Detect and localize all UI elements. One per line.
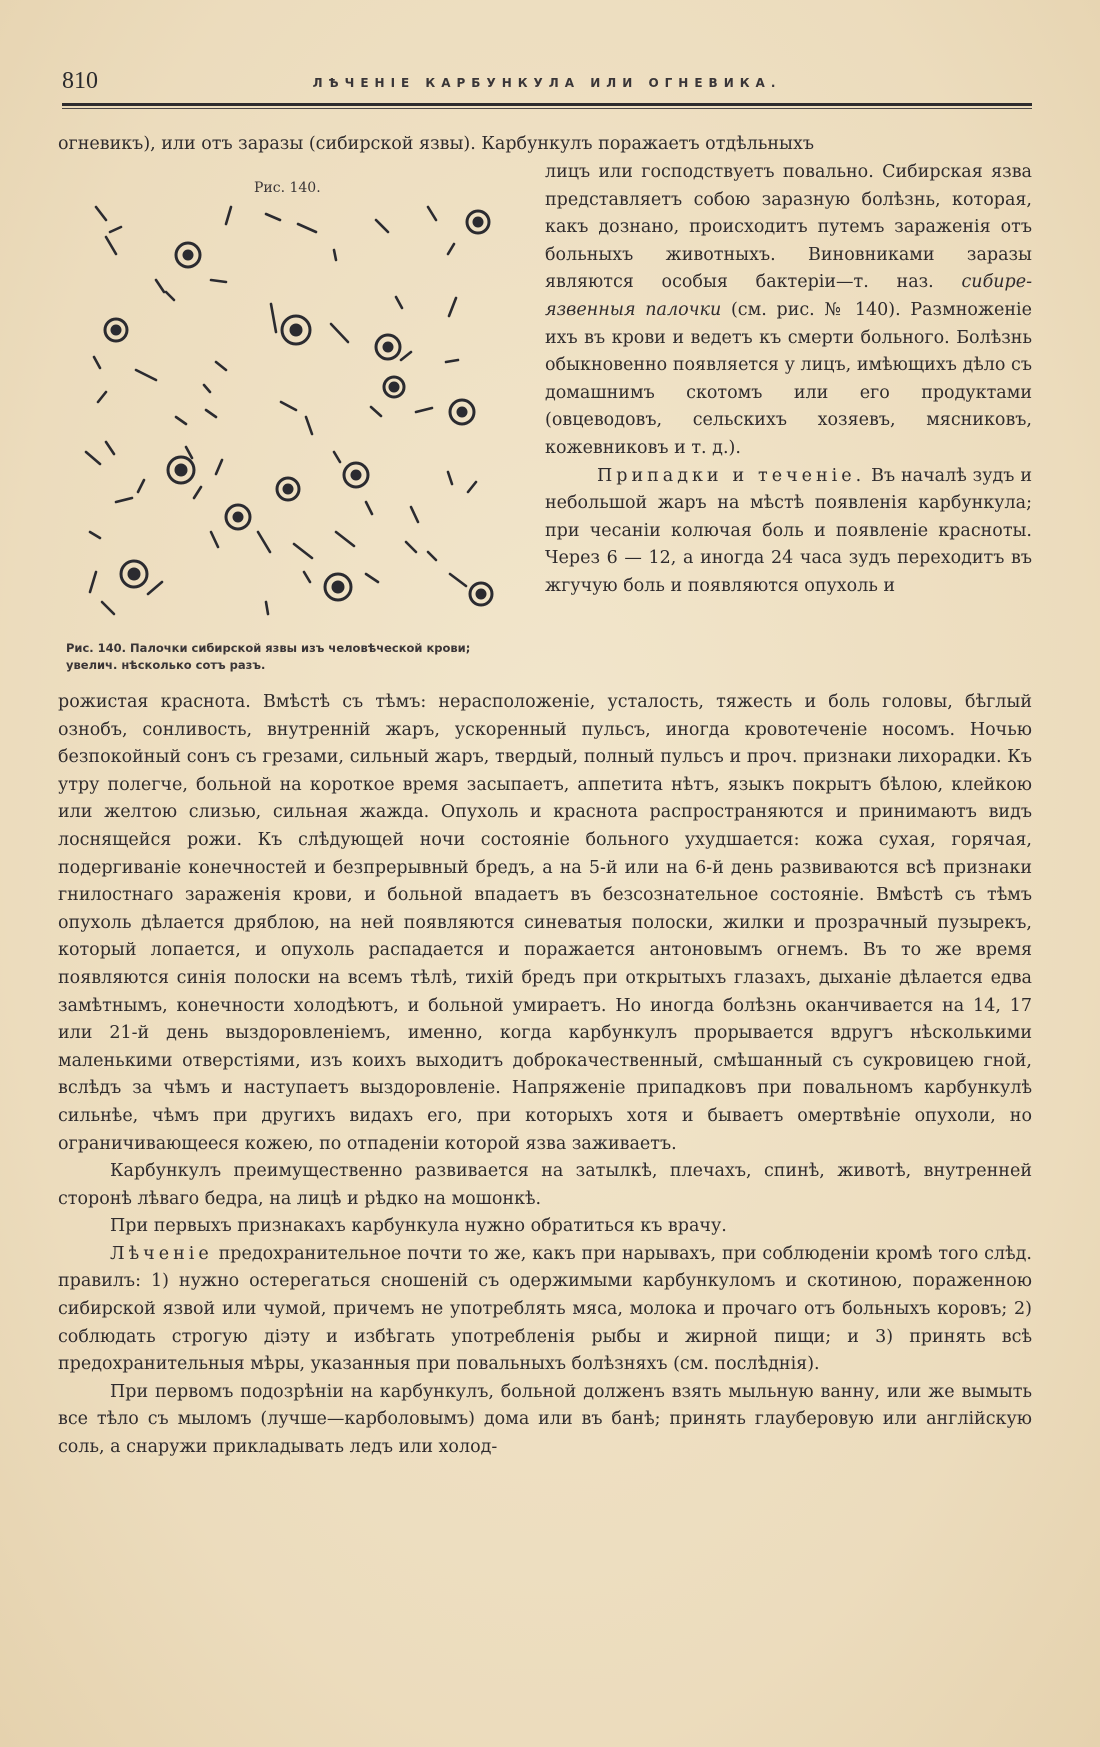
figure-140 bbox=[66, 180, 516, 670]
running-title: ЛѢЧЕНІЕ КАРБУНКУЛА ИЛИ ОГНЕВИКА. bbox=[312, 76, 782, 90]
figure-label: Рис. 140. bbox=[254, 180, 321, 196]
page-number: 810 bbox=[62, 68, 98, 94]
bacteria-illustration bbox=[66, 202, 516, 632]
header-rule-thin bbox=[62, 108, 1032, 109]
paragraph: Припадки и теченіе. Въ началѣ зудъ и небольшой жаръ на мѣстѣ появленія карбункула; при чесаніи колючая боль и появленіе красноты. Через 6 — 12, а иногда 24 часа зудъ переходитъ въ жгучую боль и появляются опухоль и bbox=[545, 465, 1032, 596]
right-column bbox=[545, 159, 1032, 601]
figure-caption: Рис. 140. Палочки сибирской язвы изъ человѣческой крови; увелич. нѣсколько сотъ разъ. bbox=[66, 641, 471, 672]
section-heading: Припадки и теченіе. bbox=[597, 465, 866, 486]
paragraph: лицъ или господствуетъ повально. Сибирская язва представляетъ собою заразную болѣзнь, которая, какъ дознано, происходитъ путемъ зараженія отъ больныхъ животныхъ. Виновниками заразы являются особыя бактеріи—т. наз. сибире-язвенныя палочки (см. рис. № 140). Размноженіе ихъ въ крови и ведетъ къ смерти больного. Болѣзнь обыкновенно появляется у лицъ, имѣющихъ дѣло съ домашнимъ скотомъ или его продуктами (овцеводовъ, сельскихъ хозяевъ, мясниковъ, кожевниковъ и т. д.). bbox=[545, 162, 1032, 458]
section-heading: Лѣченіе bbox=[110, 1243, 213, 1264]
main-text bbox=[58, 689, 1032, 1462]
paragraph: рожистая краснота. Вмѣстѣ съ тѣмъ: нерасположеніе, усталость, тяжесть и боль головы, бѣглый ознобъ, сонливость, внутренній жаръ, ускоренный пульсъ, иногда кровотеченіе носомъ. Ночью безпокойный сонъ съ грезами, сильный жаръ, твердый, полный пульсъ и проч. признаки лихорадки. Къ утру полегче, больной на короткое время засыпаетъ, аппетита нѣтъ, языкъ покрытъ бѣлою, клейкою или желтою слизью, сильная жажда. Опухоль и краснота распространяются и принимаютъ видъ лоснящейся рожи. Къ слѣдующей ночи состояніе больного ухудшается: кожа сухая, горячая, подергиваніе конечностей и безпрерывный бредъ, а на 5-й или на 6-й день развиваются всѣ признаки гнилостнаго зараженія крови, и больной впадаетъ въ безсознательное состояніе. Вмѣстѣ съ тѣмъ опухоль дѣлается дряблою, на ней появляются синеватыя полоски, жилки и прозрачный пузырекъ, который лопается, и опухоль распадается и поражается антоновымъ огнемъ. Въ то же время появляются синія полоски на всемъ тѣлѣ, тихій бредъ при открытыхъ глазахъ, дыханіе дѣлается едва замѣтнымъ, конечности холодѣютъ, и больной умираетъ. Но иногда болѣзнь оканчивается на 14, 17 или 21-й день выздоровленіемъ, именно, когда карбункулъ прорывается вдругъ нѣсколькими маленькими отверстіями, изъ коихъ выходитъ доброкачественный, смѣшанный съ сукровицею гной, вслѣдъ за чѣмъ и наступаетъ выздоровленіе. Напряженіе припадковъ при повальномъ карбункулѣ сильнѣе, чѣмъ при другихъ видахъ его, при которыхъ хотя и бываетъ омертвѣніе опухоли, но ограничивающееся кожею, по отпаденіи которой язва заживаетъ. bbox=[58, 692, 1032, 1154]
page-header bbox=[62, 68, 1032, 98]
intro-line: огневикъ), или отъ заразы (сибирской язвы). Карбункулъ поражаетъ отдѣльныхъ bbox=[58, 134, 814, 154]
header-rule bbox=[62, 103, 1032, 106]
paragraph: Лѣченіе предохранительное почти то же, какъ при нарывахъ, при соблюденіи кромѣ того слѣд. правилъ: 1) нужно остерегаться сношеній съ одержимыми карбункуломъ и скотиною, пораженною сибирской язвой или чумой, причемъ не употреблять мяса, молока и прочаго отъ больныхъ коровъ; 2) соблюдать строгую діэту и избѣгать употребленія рыбы и жирной пищи; и 3) принять всѣ предохранительныя мѣры, указанныя при повальныхъ болѣзняхъ (см. послѣднія). bbox=[58, 1243, 1032, 1375]
paragraph: При первыхъ признакахъ карбункула нужно обратиться къ врачу. bbox=[110, 1216, 727, 1237]
paragraph: При первомъ подозрѣніи на карбункулъ, больной долженъ взять мыльную ванну, или же вымыть все тѣло съ мыломъ (лучше—карболовымъ) дома или въ банѣ; принять глауберовую или англійскую соль, а снаружи прикладывать ледъ или холод- bbox=[58, 1381, 1032, 1458]
italic-term: сибире-язвенныя палочки bbox=[545, 272, 1032, 320]
paragraph: Карбункулъ преимущественно развивается на затылкѣ, плечахъ, спинѣ, животѣ, внутренней сторонѣ лѣваго бедра, на лицѣ и рѣдко на мошонкѣ. bbox=[58, 1161, 1032, 1209]
